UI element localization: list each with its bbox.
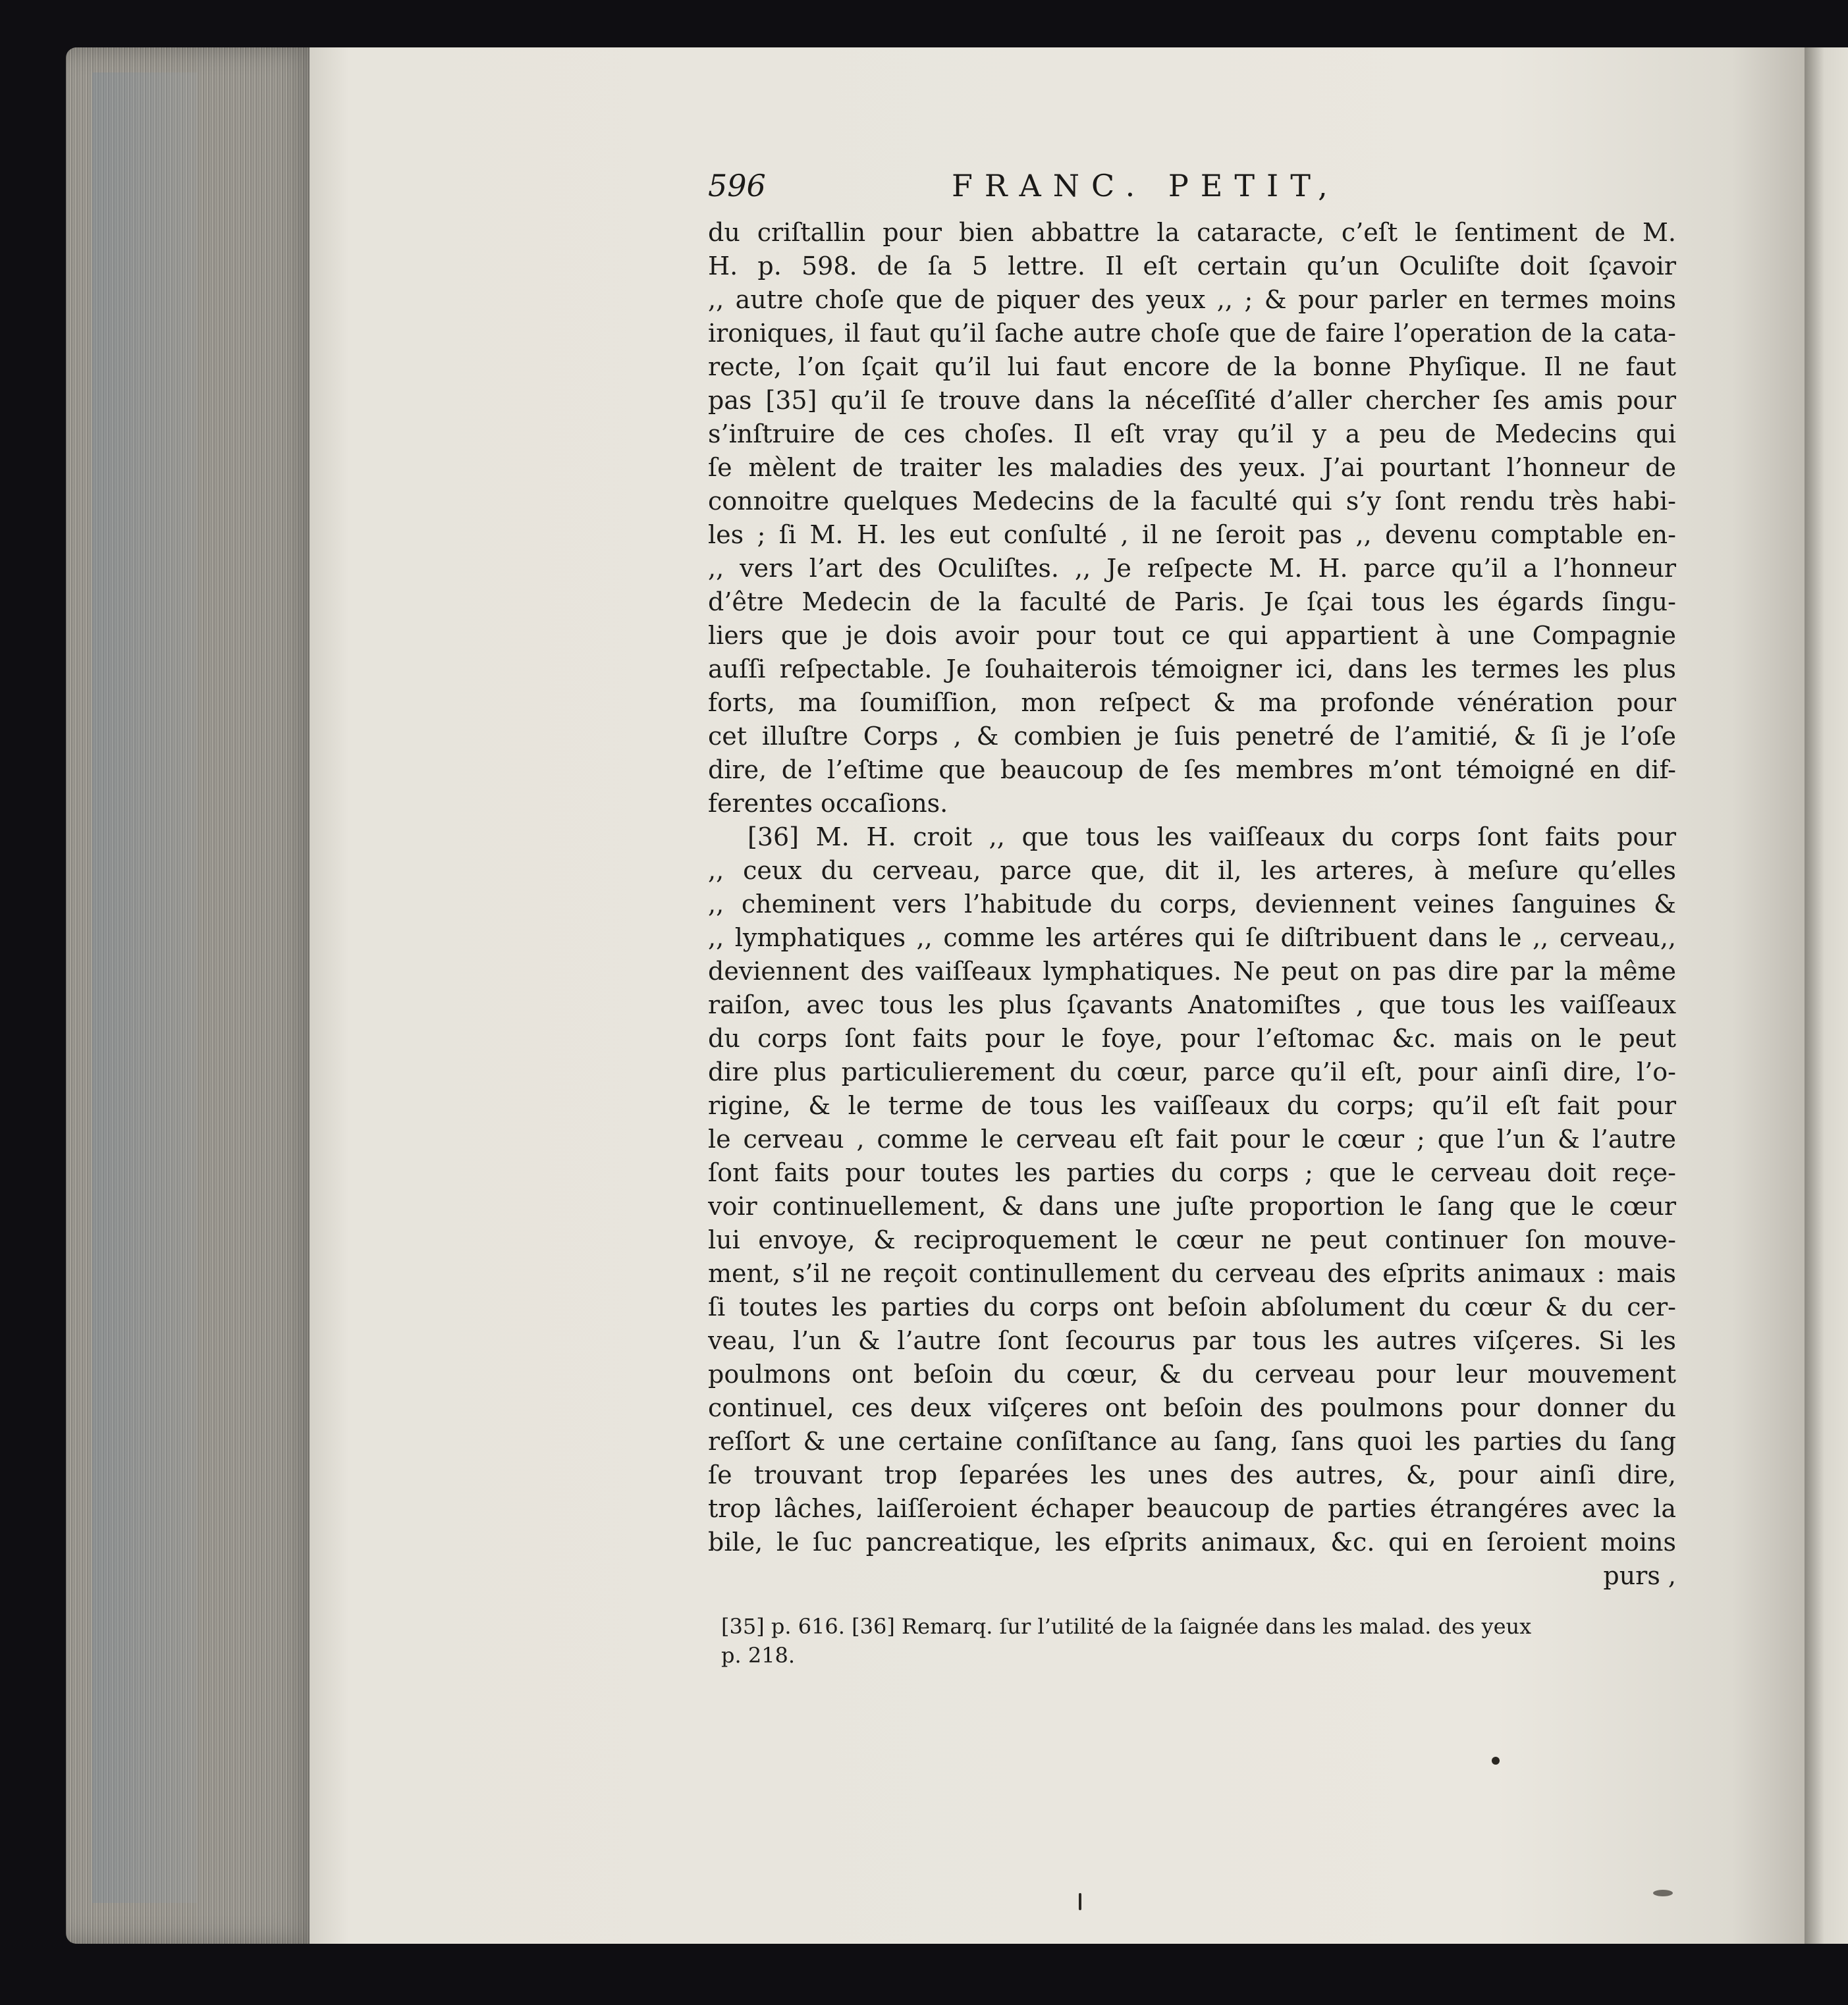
text-line: ment, s’il ne reçoit continullement du cerveau des eſprits animaux : mais	[708, 1259, 1676, 1288]
page-title: FRANC. PETIT,	[952, 168, 1340, 203]
text-line: forts, ma ſoumiſſion, mon reſpect & ma profonde vénération pour	[708, 688, 1676, 717]
text-line: veau, l’un & l’autre ſont ſecourus par tous les autres viſçeres. Si les	[708, 1326, 1676, 1355]
text-line: recte, l’on ſçait qu’il lui faut encore de la bonne Phyſique. Il ne faut	[708, 352, 1676, 381]
text-line: d’être Medecin de la faculté de Paris. Je ſçai tous les égards ſingu-	[708, 587, 1676, 616]
ink-speck	[1653, 1890, 1673, 1896]
ink-speck	[1079, 1893, 1081, 1910]
text-line: H. p. 598. de ſa 5 lettre. Il eſt certain qu’un Oculiſte doit ſçavoir	[708, 252, 1676, 281]
text-line: continuel, ces deux viſçeres ont beſoin des poulmons pour donner du	[708, 1393, 1676, 1422]
text-line: ſe mèlent de traiter les maladies des yeux. J’ai pourtant l’honneur de	[708, 453, 1676, 482]
footnote-line: p. 218.	[721, 1643, 796, 1668]
text-line: ,, lymphatiques ,, comme les artéres qui ſe diſtribuent dans le ,, cerveau,,	[708, 923, 1676, 952]
ink-speck	[1492, 1757, 1500, 1765]
text-line: dire, de l’eſtime que beaucoup de ſes membres m’ont témoigné en dif-	[708, 755, 1676, 784]
footnote-line: [35] p. 616. [36] Remarq. ſur l’utilité de la ſaignée dans les malad. des yeux	[721, 1614, 1532, 1639]
text-line: reſſort & une certaine conſiſtance au ſang, ſans quoi les parties du ſang	[708, 1427, 1676, 1456]
text-line: ſe trouvant trop ſeparées les unes des autres, &, pour ainſi dire,	[708, 1460, 1676, 1489]
text-line: auſſi reſpectable. Je ſouhaiterois témoigner ici, dans les termes les plus	[708, 655, 1676, 683]
body-text	[708, 216, 1676, 1593]
catchword: purs ,	[1603, 1561, 1676, 1590]
text-line: dire plus particulierement du cœur, parce qu’il eſt, pour ainſi dire, l’o-	[708, 1057, 1676, 1086]
text-line: liers que je dois avoir pour tout ce qui appartient à une Compagnie	[708, 621, 1676, 650]
text-line: voir continuellement, & dans une juſte proportion le ſang que le cœur	[708, 1192, 1676, 1221]
text-line: trop lâches, laiſſeroient échaper beaucoup de parties étrangéres avec la	[708, 1494, 1676, 1523]
text-line: lui envoye, & reciproquement le cœur ne peut continuer ſon mouve-	[708, 1225, 1676, 1254]
text-line: s’inſtruire de ces choſes. Il eſt vray qu’il y a peu de Medecins qui	[708, 419, 1676, 448]
facing-page-edge	[1805, 47, 1848, 1944]
text-line: le cerveau , comme le cerveau eſt fait pour le cœur ; que l’un & l’autre	[708, 1125, 1676, 1154]
text-line: poulmons ont beſoin du cœur, & du cerveau pour leur mouvement	[708, 1360, 1676, 1389]
text-line: ,, autre choſe que de piquer des yeux ,, ; & pour parler en termes moins	[708, 285, 1676, 314]
text-line: ,, ceux du cerveau, parce que, dit il, les arteres, à meſure qu’elles	[708, 856, 1676, 885]
text-line: ſi toutes les parties du corps ont beſoin abſolument du cœur & du cer-	[708, 1293, 1676, 1322]
page-number: 596	[708, 168, 766, 203]
text-line: [36] M. H. croit ,, que tous les vaiſſeaux du corps ſont faits pour	[747, 822, 1676, 851]
text-line: bile, le ſuc pancreatique, les eſprits animaux, &c. qui en ſeroient moins	[708, 1528, 1676, 1557]
text-line: rigine, & le terme de tous les vaiſſeaux du corps; qu’il eſt fait pour	[708, 1091, 1676, 1120]
text-line: les ; ſi M. H. les eut conſulté , il ne ſeroit pas ,, devenu comptable en-	[708, 520, 1676, 549]
footnotes	[721, 1612, 1670, 1670]
running-head	[708, 168, 1683, 214]
text-line: ,, cheminent vers l’habitude du corps, deviennent veines ſanguines &	[708, 890, 1676, 919]
text-line: ironiques, il faut qu’il ſache autre choſe que de faire l’operation de la cata-	[708, 319, 1676, 348]
text-line: raiſon, avec tous les plus ſçavants Anatomiſtes , que tous les vaiſſeaux	[708, 990, 1676, 1019]
text-line: ,, vers l’art des Oculiſtes. ,, Je reſpecte M. H. parce qu’il a l’honneur	[708, 554, 1676, 583]
text-line: du criſtallin pour bien abbattre la cataracte, c’eſt le ſentiment de M.	[708, 218, 1676, 247]
text-line: deviennent des vaiſſeaux lymphatiques. Ne peut on pas dire par la même	[708, 957, 1676, 986]
text-line: ferentes occaſions.	[708, 789, 948, 818]
text-line: cet illuſtre Corps , & combien je ſuis penetré de l’amitié, & ſi je l’oſe	[708, 722, 1676, 751]
text-line: connoitre quelques Medecins de la faculté qui s’y ſont rendu très habi-	[708, 487, 1676, 516]
text-line: ſont faits pour toutes les parties du corps ; que le cerveau doit reçe-	[708, 1158, 1676, 1187]
text-line: pas [35] qu’il ſe trouve dans la néceſſité d’aller chercher ſes amis pour	[708, 386, 1676, 415]
page-edges-shading	[92, 72, 198, 1903]
text-line: du corps ſont faits pour le foye, pour l’eſtomac &c. mais on le peut	[708, 1024, 1676, 1053]
